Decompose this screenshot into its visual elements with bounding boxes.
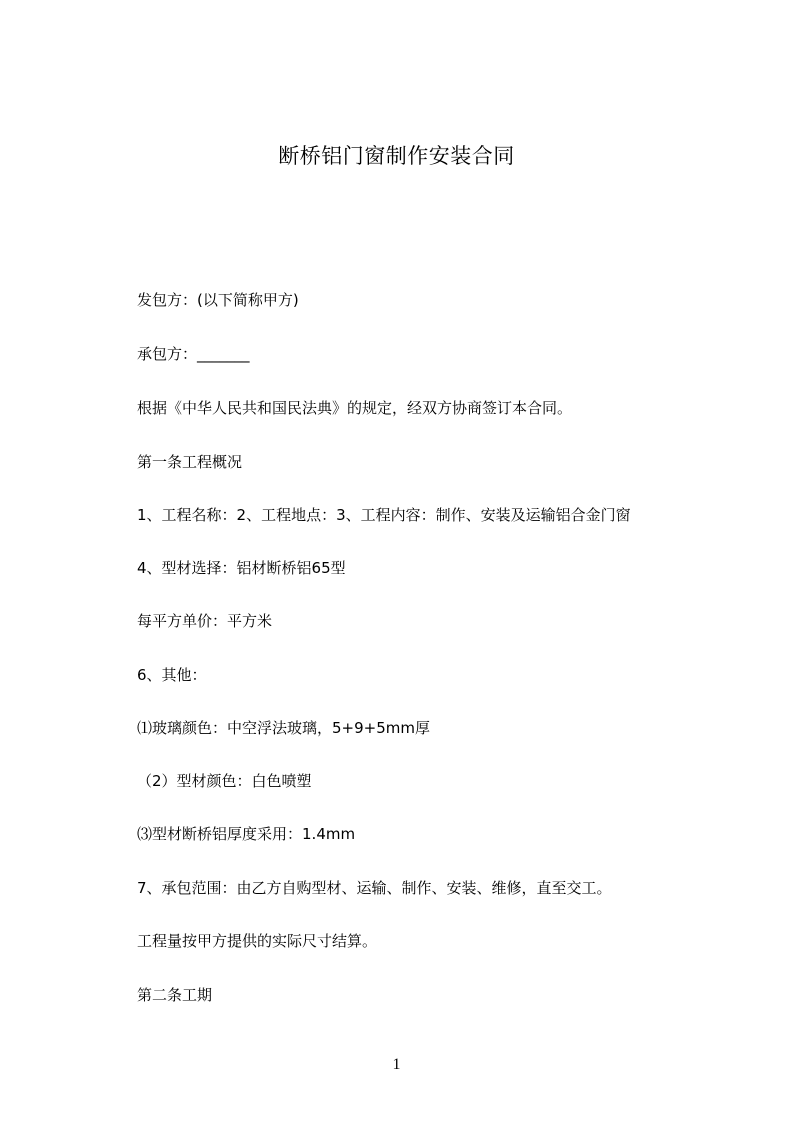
section-heading-project-overview: 第一条工程概况 — [137, 453, 243, 471]
paragraph-legal-basis: 根据《中华人民共和国民法典》的规定，经双方协商签订本合同。 — [137, 399, 573, 417]
section-heading-schedule: 第二条工期 — [137, 986, 213, 1004]
paragraph-profile-selection: 4、型材选择：铝材断桥铝65型 — [137, 559, 346, 577]
paragraph-profile-thickness: ⑶型材断桥铝厚度采用：1.4mm — [137, 825, 356, 843]
document-title: 断桥铝门窗制作安装合同 — [278, 144, 515, 168]
page-number: 1 — [392, 1056, 401, 1073]
paragraph-other: 6、其他： — [137, 666, 207, 684]
paragraph-glass-color: ⑴玻璃颜色：中空浮法玻璃，5+9+5mm厚 — [137, 719, 430, 737]
paragraph-project-items: 1、工程名称：2、工程地点：3、工程内容：制作、安装及运输铝合金门窗 — [137, 506, 631, 524]
paragraph-profile-color: （2）型材颜色：白色喷塑 — [137, 772, 312, 790]
paragraph-contractor: 承包方：_______ — [137, 345, 250, 363]
paragraph-contract-scope: 7、承包范围：由乙方自购型材、运输、制作、安装、维修，直至交工。 — [137, 879, 612, 897]
paragraph-settlement: 工程量按甲方提供的实际尺寸结算。 — [137, 932, 378, 950]
paragraph-unit-price: 每平方单价：平方米 — [137, 612, 273, 630]
paragraph-contracting-party: 发包方：(以下简称甲方) — [137, 291, 299, 309]
